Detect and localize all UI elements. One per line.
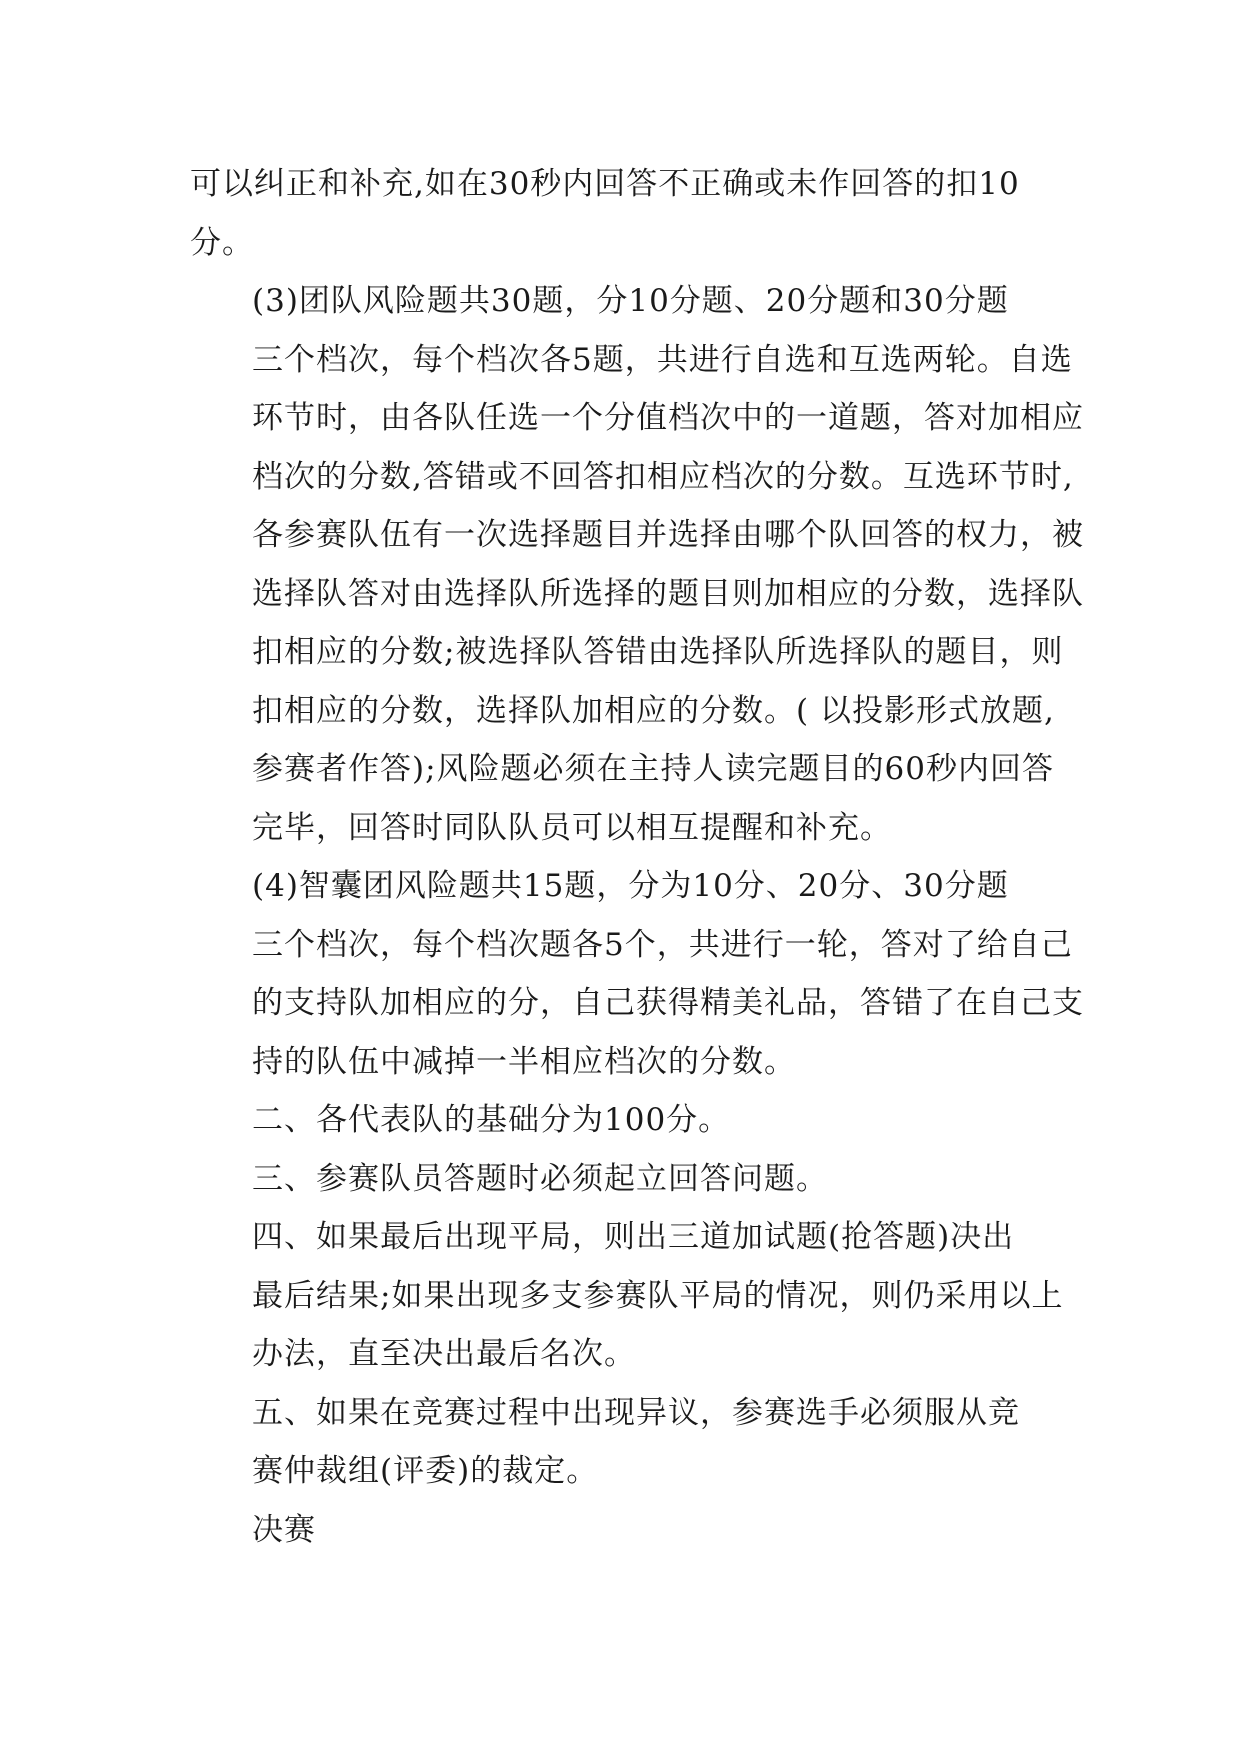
text-line: 三、参赛队员答题时必须起立回答问题。	[252, 1160, 828, 1197]
paragraph-think-tank-risk-questions	[190, 857, 1084, 1091]
text-line: 二、各代表队的基础分为100分。	[252, 1102, 731, 1138]
text-line: 分。	[190, 224, 254, 261]
document-page	[190, 155, 1084, 1559]
text-line: 三个档次，每个档次各5题，共进行自选和互选两轮。自选	[252, 341, 1073, 378]
text-line: 可以纠正和补充,如在30秒内回答不正确或未作回答的扣10	[190, 166, 1020, 202]
paragraph-team-risk-questions	[190, 272, 1084, 857]
text-line: 决赛	[252, 1511, 316, 1548]
paragraph-stand-to-answer	[190, 1150, 1060, 1209]
text-line: 持的队伍中减掉一半相应档次的分数。	[252, 1043, 796, 1080]
paragraph-tie-breaker	[190, 1208, 1064, 1384]
text-line: (3)团队风险题共30题，分10分题、20分题和30分题	[252, 283, 1009, 319]
text-line: 各参赛队伍有一次选择题目并选择由哪个队回答的权力，被	[252, 517, 1084, 553]
text-line: 档次的分数,答错或不回答扣相应档次的分数。互选环节时,	[252, 458, 1074, 495]
paragraph-base-score	[190, 1091, 1060, 1150]
text-line: 最后结果;如果出现多支参赛队平局的情况，则仍采用以上	[252, 1277, 1064, 1314]
text-line: (4)智囊团风险题共15题，分为10分、20分、30分题	[252, 868, 1009, 904]
text-line: 四、如果最后出现平局，则出三道加试题(抢答题)决出	[252, 1219, 1015, 1255]
section-heading-finals	[190, 1501, 1060, 1560]
paragraph-dispute-arbitration	[190, 1384, 1060, 1501]
text-line: 参赛者作答);风险题必须在主持人读完题目的60秒内回答	[252, 751, 1054, 787]
text-line: 扣相应的分数，选择队加相应的分数。( 以投影形式放题,	[252, 692, 1055, 729]
text-line: 扣相应的分数;被选择队答错由选择队所选择队的题目，则	[252, 634, 1064, 670]
text-line: 完毕，回答时同队队员可以相互提醒和补充。	[252, 809, 892, 846]
text-line: 五、如果在竞赛过程中出现异议，参赛选手必须服从竞	[252, 1394, 1020, 1431]
paragraph-continuation	[190, 155, 1060, 272]
text-line: 赛仲裁组(评委)的裁定。	[252, 1453, 599, 1489]
text-line: 办法，直至决出最后名次。	[252, 1336, 636, 1372]
text-line: 选择队答对由选择队所选择的题目则加相应的分数，选择队	[252, 575, 1084, 612]
text-line: 环节时，由各队任选一个分值档次中的一道题，答对加相应	[252, 400, 1084, 436]
text-line: 的支持队加相应的分，自己获得精美礼品，答错了在自己支	[252, 985, 1084, 1021]
text-line: 三个档次，每个档次题各5个，共进行一轮，答对了给自己	[252, 926, 1073, 963]
